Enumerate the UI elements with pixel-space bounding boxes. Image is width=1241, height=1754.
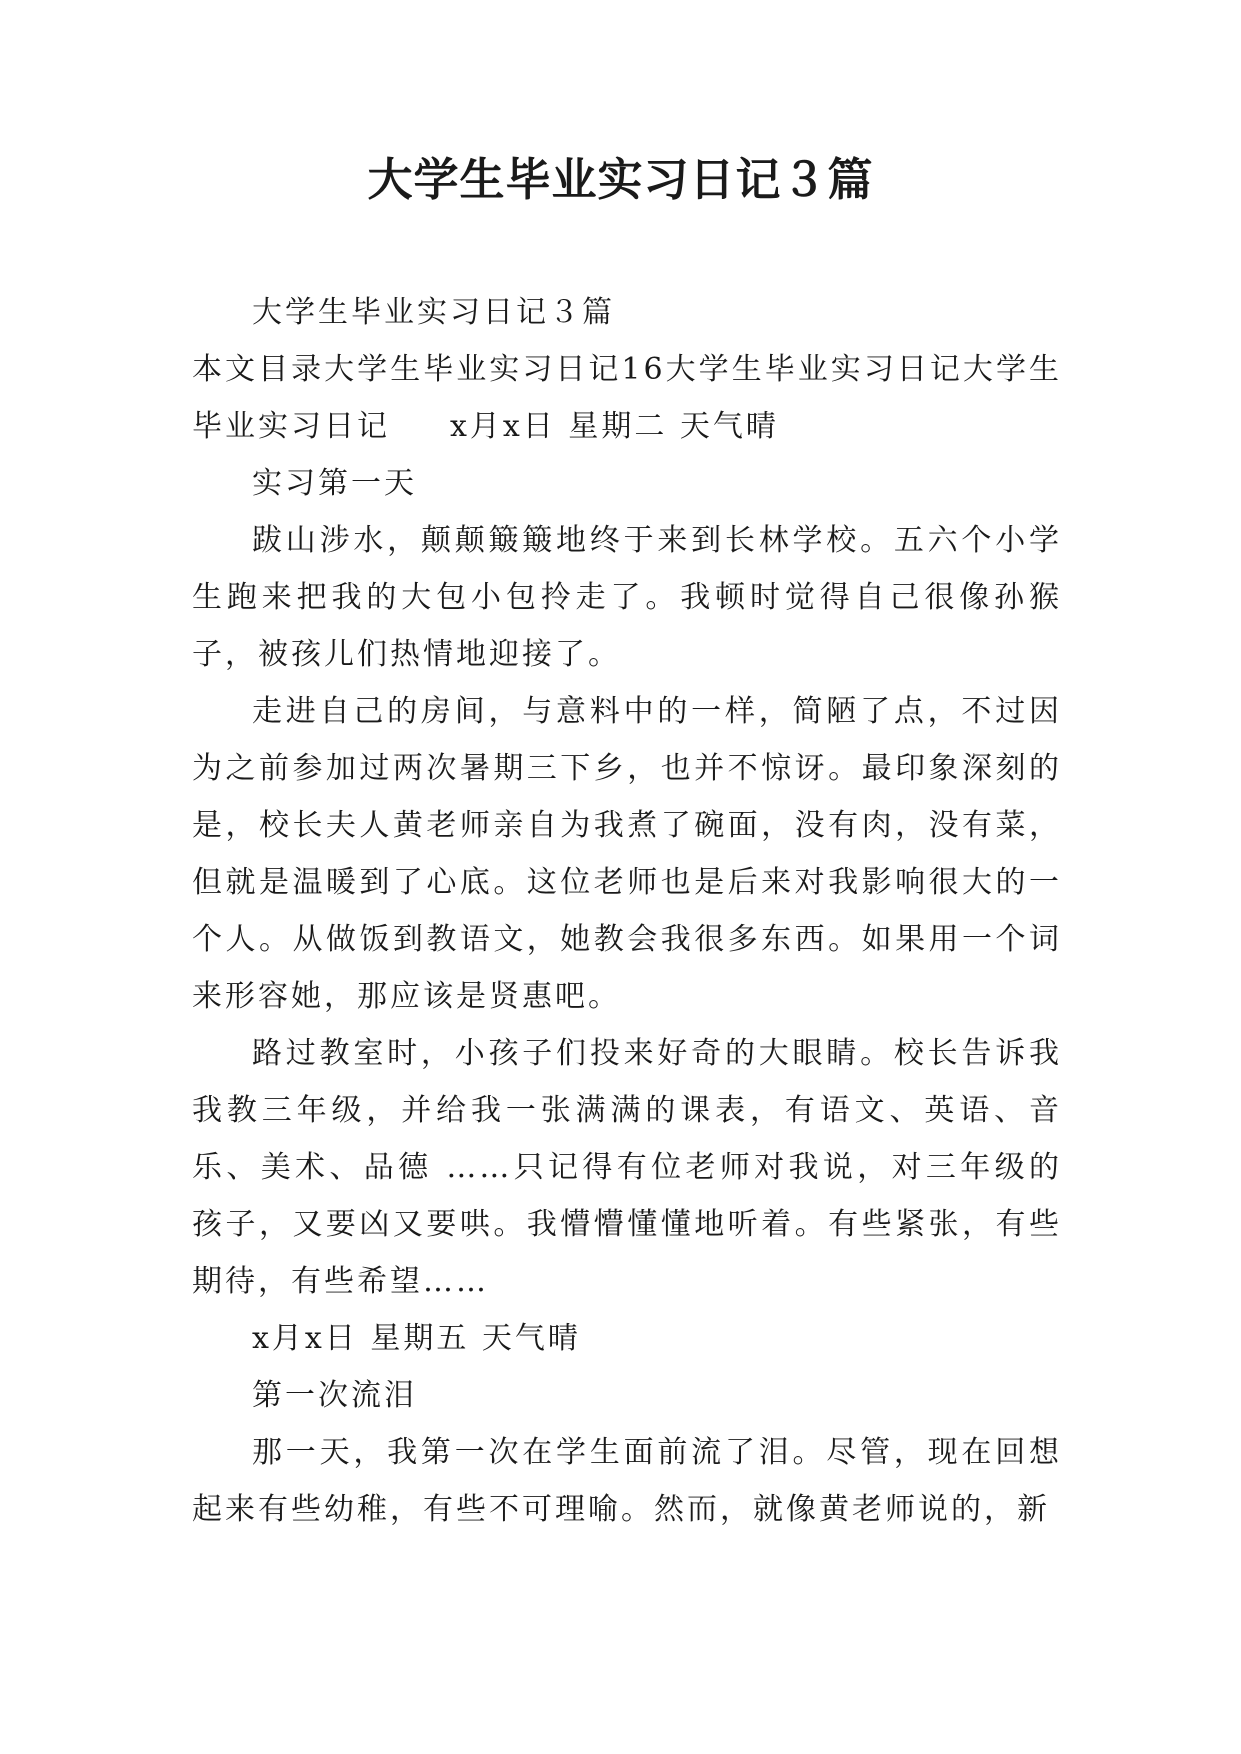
document-title: 大学生毕业实习日记３篇 bbox=[367, 153, 874, 206]
paragraph-4: 那一天，我第一次在学生面前流了泪。尽管，现在回想起来有些幼稚，有些不可理喻。然而，就像黄老师说的，新 bbox=[192, 1435, 1062, 1527]
paragraph-3: 路过教室时，小孩子们投来好奇的大眼睛。校长告诉我我教三年级，并给我一张满满的课表，有语文、英语、音乐、美术、品德 ……只记得有位老师对我说，对三年级的孩子，又要凶又要哄。我懵懵懂懂地听着。有些紧张，有些期待，有些希望…… bbox=[192, 1036, 1062, 1299]
document-body bbox=[192, 284, 1062, 1538]
paragraph-1: 跋山涉水，颠颠簸簸地终于来到长林学校。五六个小学生跑来把我的大包小包拎走了。我顿时觉得自己很像孙猴子，被孩儿们热情地迎接了。 bbox=[192, 523, 1062, 672]
date-line-1: x月x日 星期二 天气晴 bbox=[450, 409, 779, 444]
section-heading-1: 实习第一天 bbox=[252, 466, 417, 501]
paragraph-2: 走进自己的房间，与意料中的一样，简陋了点，不过因为之前参加过两次暑期三下乡，也并不惊讶。最印象深刻的是，校长夫人黄老师亲自为我煮了碗面，没有肉，没有菜，但就是温暖到了心底。这位老师也是后来对我影响很大的一个人。从做饭到教语文，她教会我很多东西。如果用一个词来形容她，那应该是贤惠吧。 bbox=[192, 694, 1062, 1014]
toc-paragraph bbox=[192, 341, 1062, 455]
toc-text: 本文目录大学生毕业实习日记16大学生毕业实习日记大学生毕业实习日记 bbox=[192, 352, 1062, 444]
section-heading-2: 第一次流泪 bbox=[252, 1378, 417, 1413]
date-line-2: x月x日 星期五 天气晴 bbox=[252, 1321, 581, 1356]
document-subtitle: 大学生毕业实习日记３篇 bbox=[252, 295, 615, 330]
